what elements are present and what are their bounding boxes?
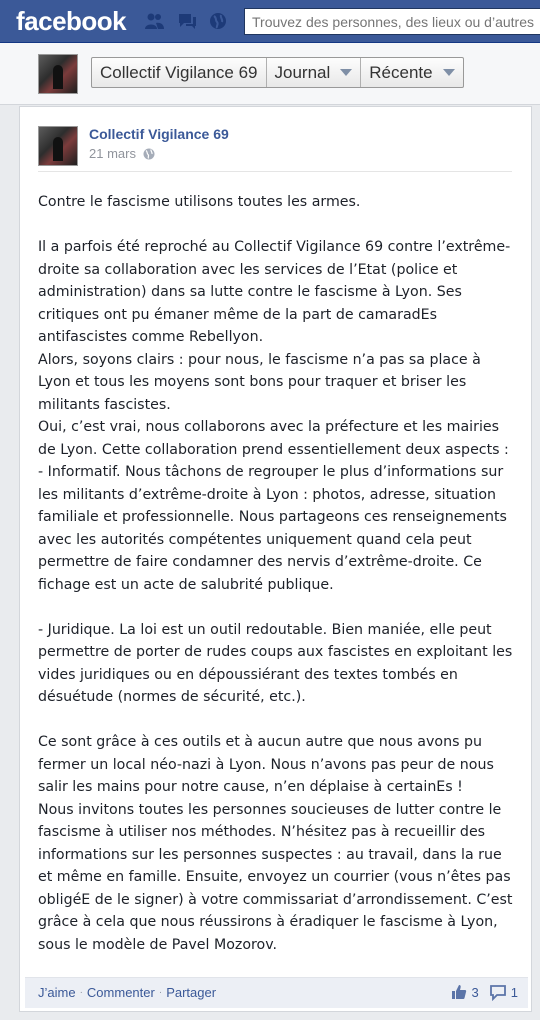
post-text-line: grâce à cela que nous réussirons à éradiquer le fascisme à Lyon, bbox=[38, 914, 498, 930]
post-text-line: - Informatif. Nous tâchons de regrouper le plus d’informations sur bbox=[38, 464, 504, 480]
post-stats bbox=[440, 983, 518, 1001]
comment-count: 1 bbox=[510, 984, 518, 1000]
post-date[interactable]: 21 mars bbox=[89, 146, 136, 161]
post-meta bbox=[89, 146, 155, 161]
like-count: 3 bbox=[471, 984, 479, 1000]
page-avatar[interactable] bbox=[38, 54, 78, 94]
sort-label: Récente bbox=[369, 62, 433, 82]
sort-dropdown-button[interactable] bbox=[361, 58, 462, 87]
post-text-line: désuétude (normes de sécurité, etc.). bbox=[38, 689, 306, 705]
post-text-line: Ce sont grâce à ces outils et à aucun autre que nous avons pu bbox=[38, 734, 482, 750]
post-text-line bbox=[38, 709, 512, 732]
post-header-divider bbox=[38, 171, 512, 172]
comment-count-stat[interactable] bbox=[489, 983, 518, 1001]
post-text bbox=[38, 191, 512, 956]
timeline-dropdown-button[interactable] bbox=[267, 58, 362, 87]
post-text-line: fascisme à utiliser nos méthodes. N’hésitez pas à recueillir des bbox=[38, 824, 486, 840]
like-count-stat[interactable] bbox=[450, 983, 479, 1001]
post-text-line: vides juridiques ou en dépoussiérant des textes tombés en bbox=[38, 666, 458, 683]
post-text-line: les militants d’extrême-droite à Lyon : photos, adresse, situation bbox=[38, 486, 496, 503]
post-text-line: Oui, c’est vrai, nous collaborons avec la préfecture et les mairies bbox=[38, 419, 500, 435]
post-actions bbox=[38, 985, 216, 1000]
comment-link[interactable]: Commenter bbox=[86, 985, 155, 1000]
thumbs-up-icon bbox=[450, 983, 468, 1001]
post-text-line: Nous invitons toutes les personnes soucieuses de lutter contre le bbox=[38, 801, 502, 818]
post-text-line: critiques ont pu émaner même de la part de camaradEs bbox=[38, 306, 438, 323]
messages-icon[interactable] bbox=[177, 12, 197, 30]
chevron-down-icon bbox=[443, 69, 455, 76]
post-text-line: Lyon et tous les moyens sont bons pour traquer et briser les bbox=[38, 374, 467, 390]
post-text-line: droite sa collaboration avec les services de l’Etat (police et bbox=[38, 261, 458, 278]
post-text-line: Contre le fascisme utilisons toutes les armes. bbox=[38, 194, 361, 210]
post-text-line: de Lyon. Cette collaboration prend essentiellement deux aspects : bbox=[38, 441, 509, 458]
post-text-line: Alors, soyons clairs : pour nous, le fascisme n’a pas sa place à bbox=[38, 351, 481, 368]
comment-bubble-icon bbox=[489, 983, 507, 1001]
post-text-line bbox=[38, 596, 512, 619]
post-text-line: et même en famille. Ensuite, envoyez un courrier (vous n’êtes pas bbox=[38, 869, 511, 885]
chevron-down-icon bbox=[340, 69, 352, 76]
search-input[interactable] bbox=[245, 9, 540, 34]
top-navigation-bar bbox=[0, 0, 540, 43]
post-author-name[interactable]: Collectif Vigilance 69 bbox=[89, 126, 229, 142]
post-text-line: administration) dans sa lutte contre le fascisme à Lyon. Ses bbox=[38, 284, 462, 300]
friends-icon[interactable] bbox=[144, 12, 164, 30]
page-header bbox=[0, 43, 540, 105]
post-text-line: avec les autorités compétentes uniquement quand cela peut bbox=[38, 531, 472, 548]
post-text-line: salir les mains pour notre cause, n’en déplaise à certainEs ! bbox=[38, 779, 463, 795]
post-text-line: obligéE de le signer) à votre commissariat d’arrondissement. C’est bbox=[38, 891, 513, 908]
post-text-line: antifascistes comme Rebellyon. bbox=[38, 329, 264, 345]
post-card bbox=[19, 106, 532, 1012]
action-separator: · bbox=[79, 987, 83, 998]
post-text-line: fermer un local néo-nazi à Lyon. Nous n’avons pas peur de nous bbox=[38, 756, 494, 773]
page-name-label: Collectif Vigilance 69 bbox=[100, 62, 258, 82]
share-link[interactable]: Partager bbox=[166, 985, 217, 1000]
post-footer bbox=[25, 977, 528, 1008]
search-box[interactable] bbox=[244, 8, 540, 35]
post-text-line: familiale et professionnelle. Nous partageons ces renseignements bbox=[38, 509, 507, 525]
post-text-line: permettre de faire condamner des nervis d’extrême-droite. Ce bbox=[38, 554, 482, 570]
like-link[interactable]: J’aime bbox=[38, 985, 76, 1000]
post-text-line: fichage est un acte de salubrité publique. bbox=[38, 576, 334, 593]
post-text-line: permettre de porter de rudes coups aux fascistes en exploitant les bbox=[38, 644, 513, 660]
page-name-button[interactable] bbox=[92, 58, 267, 87]
post-text-line: - Juridique. La loi est un outil redoutable. Bien maniée, elle peut bbox=[38, 621, 492, 638]
facebook-logo[interactable]: facebook bbox=[16, 6, 127, 36]
post-author-avatar[interactable] bbox=[38, 126, 78, 166]
post-text-line bbox=[38, 214, 512, 237]
post-text-line: Il a parfois été reproché au Collectif Vigilance 69 contre l’extrême- bbox=[38, 239, 511, 255]
public-globe-icon bbox=[143, 148, 155, 160]
post-text-line: militants fascistes. bbox=[38, 396, 171, 413]
post-text-line: informations sur les personnes suspectes : au travail, dans la rue bbox=[38, 846, 502, 863]
post-text-line: sous le modèle de Pavel Mozorov. bbox=[38, 936, 278, 953]
notifications-globe-icon[interactable] bbox=[208, 12, 228, 30]
timeline-nav-buttons bbox=[91, 57, 464, 88]
action-separator: · bbox=[158, 987, 163, 998]
timeline-label: Journal bbox=[274, 62, 331, 82]
